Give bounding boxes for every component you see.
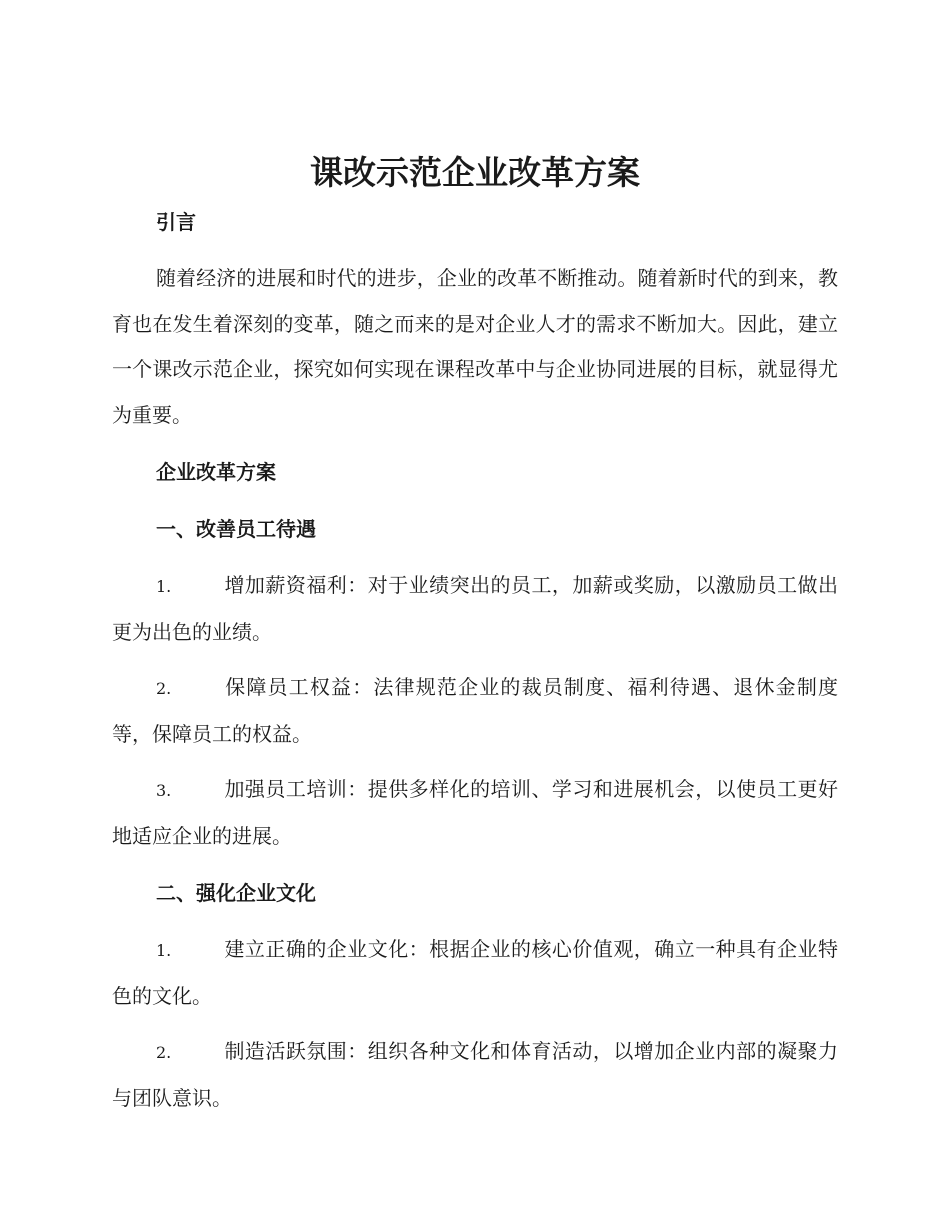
list-item-number: 2. [156, 679, 172, 698]
list-item-text: 保障员工权益：法律规范企业的裁员制度、福利待遇、退休金制度等，保障员工的权益。 [112, 675, 838, 746]
list-item-number: 3. [156, 781, 172, 800]
list-item-number: 1. [156, 577, 172, 596]
list-item-number: 2. [156, 1043, 172, 1062]
list-item [112, 927, 838, 1019]
list-item [112, 665, 838, 757]
section-heading: 二、强化企业文化 [156, 881, 316, 905]
list-item [112, 767, 838, 859]
list-item-text: 建立正确的企业文化：根据企业的核心价值观，确立一种具有企业特色的文化。 [112, 937, 838, 1008]
plan-heading: 企业改革方案 [156, 460, 276, 484]
list-item [112, 563, 838, 655]
list-item-text: 增加薪资福利：对于业绩突出的员工，加薪或奖励，以激励员工做出更为出色的业绩。 [112, 573, 838, 644]
intro-paragraph: 随着经济的进展和时代的进步，企业的改革不断推动。随着新时代的到来，教育也在发生着深刻的变革，随之而来的是对企业人才的需求不断加大。因此，建立一个课改示范企业，探究如何实现在课程改革中与企业协同进展的目标，就显得尤为重要。 [112, 266, 838, 427]
section-heading: 一、改善员工待遇 [156, 517, 316, 541]
list-item-text: 加强员工培训：提供多样化的培训、学习和进展机会，以使员工更好地适应企业的进展。 [112, 777, 838, 848]
list-item-text: 制造活跃氛围：组织各种文化和体育活动，以增加企业内部的凝聚力与团队意识。 [112, 1039, 838, 1110]
list-item [112, 1029, 838, 1121]
list-item-number: 1. [156, 941, 172, 960]
document-title: 课改示范企业改革方案 [310, 153, 640, 192]
intro-heading: 引言 [156, 210, 196, 234]
